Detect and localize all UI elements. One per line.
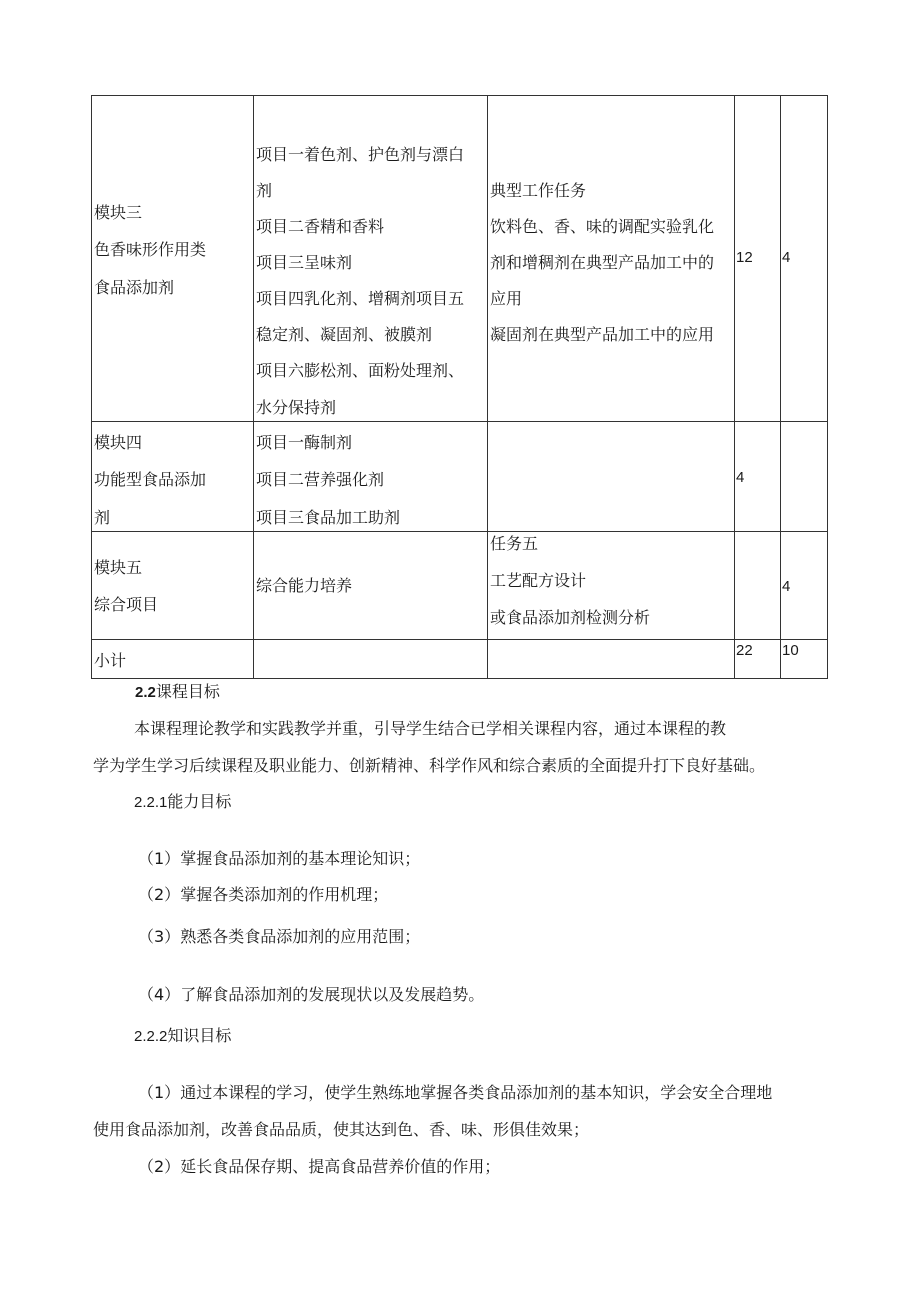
project-line: 水分保持剂 [256,398,337,417]
list-item [138,927,420,947]
section-number: 2.2.2 [134,1028,168,1045]
project-line: 项目二香精和香料 [256,217,385,236]
list-marker: （1） [138,849,181,868]
table-row-divider [91,639,828,640]
list-text: 了解食品添加剂的发展现状以及发展趋势。 [180,985,485,1004]
table-row-divider [91,531,828,532]
table-col-divider [487,95,488,679]
module-name: 剂 [94,508,111,527]
list-marker: （4） [138,985,181,1004]
list-text: 掌握食品添加剂的基本理论知识； [180,849,421,868]
list-text: 通过本课程的学习，使学生熟练地掌握各类食品添加剂的基本知识，学会安全合理地 [180,1083,773,1102]
module-name: 综合项目 [94,595,159,614]
module-name: 模块三 [94,203,143,222]
module-name: 功能型食品添加 [94,470,207,489]
task-line: 凝固剂在典型产品加工中的应用 [490,325,715,344]
subsection-heading [134,1026,231,1047]
list-text: 延长食品保存期、提高食品营养价值的作用； [180,1157,501,1176]
list-marker: （2） [138,1157,181,1176]
paragraph-line: 学为学生学习后续课程及职业能力、创新精神、科学作风和综合素质的全面提升打下良好基础。 [93,756,766,775]
subtotal-label: 小计 [94,651,127,670]
task-line: 剂和增稠剂在典型产品加工中的 [490,253,715,272]
list-item [138,1157,500,1177]
module-name: 模块四 [94,433,143,452]
section-number: 2.2 [135,684,156,701]
hours-cell: 4 [736,469,745,486]
list-item [138,1083,772,1103]
hours-cell: 4 [782,249,791,266]
table-border-left [91,95,92,679]
task-line: 或食品添加剂检测分析 [490,608,651,627]
module-name: 模块五 [94,558,143,577]
task-line: 工艺配方设计 [490,571,587,590]
table-border-right [827,95,828,679]
project-line: 项目三呈味剂 [256,253,353,272]
table-border-top [91,95,828,96]
list-text: 熟悉各类食品添加剂的应用范围； [180,927,421,946]
task-line: 典型工作任务 [490,181,587,200]
task-line: 应用 [490,289,523,308]
section-number: 2.2.1 [134,794,168,811]
section-title: 能力目标 [167,792,232,811]
hours-cell: 4 [782,578,791,595]
list-marker: （2） [138,885,181,904]
project-line: 项目一酶制剂 [256,433,353,452]
hours-cell: 12 [736,249,753,266]
table-col-divider [780,95,781,679]
task-line: 饮料色、香、味的调配实验乳化 [490,217,715,236]
project-line: 综合能力培养 [256,576,353,595]
table-col-divider [253,95,254,679]
section-title: 知识目标 [167,1026,232,1045]
project-line: 剂 [256,181,273,200]
list-item [138,885,388,905]
project-line: 项目一着色剂、护色剂与漂白 [256,145,465,164]
section-heading [135,682,220,703]
list-marker: （3） [138,927,181,946]
section-title: 课程目标 [155,682,220,701]
list-marker: （1） [138,1083,181,1102]
project-line: 稳定剂、凝固剂、被膜剂 [256,325,433,344]
project-line: 项目三食品加工助剂 [256,508,401,527]
list-item [138,849,420,869]
table-col-divider [734,95,735,679]
table-row-divider [91,421,828,422]
paragraph-line: 本课程理论教学和实践教学并重，引导学生结合已学相关课程内容，通过本课程的教 [134,719,727,738]
hours-cell: 22 [736,642,753,659]
project-line: 项目六膨松剂、面粉处理剂、 [256,361,465,380]
project-line: 项目二营养强化剂 [256,470,385,489]
subsection-heading [134,792,231,813]
list-text: 掌握各类添加剂的作用机理； [180,885,389,904]
paragraph-line: 使用食品添加剂，改善食品品质，使其达到色、香、味、形俱佳效果； [93,1120,590,1139]
task-line: 任务五 [490,534,539,553]
table-border-bottom [91,678,828,679]
module-name: 食品添加剂 [94,278,175,297]
hours-cell: 10 [782,642,799,659]
module-name: 色香味形作用类 [94,240,207,259]
project-line: 项目四乳化剂、增稠剂项目五 [256,289,465,308]
list-item [138,985,484,1005]
